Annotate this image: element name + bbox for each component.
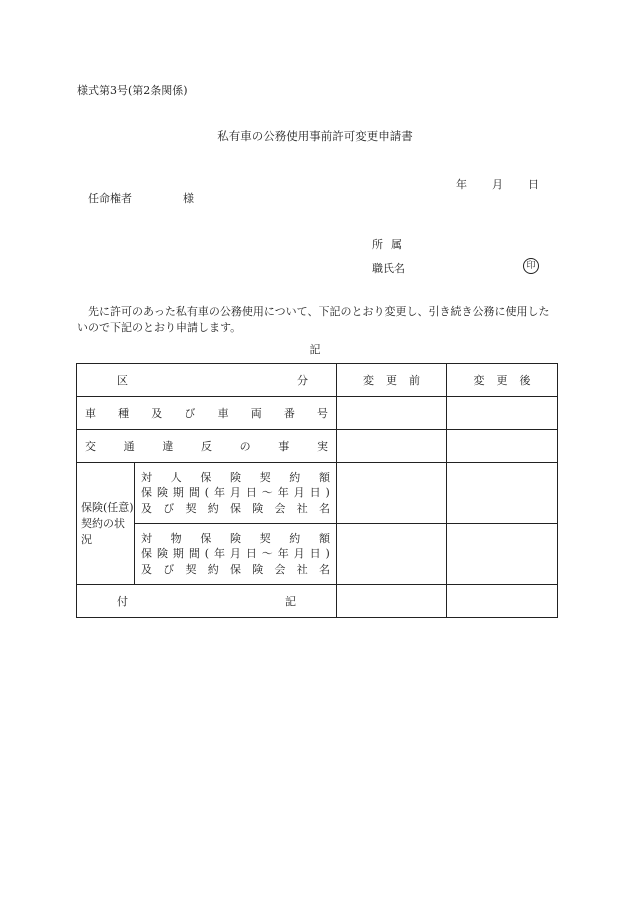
insurance-row-1 (77, 463, 558, 524)
insurance-row-2 (77, 524, 558, 585)
notes-label-cell (77, 585, 337, 618)
char: 保 (200, 531, 212, 545)
violation-row (77, 430, 558, 463)
insurance-person-label-cell (135, 463, 337, 524)
header-after-char: 後 (519, 374, 531, 387)
char: 険 (229, 470, 241, 484)
violation-label-char: 実 (316, 440, 328, 453)
vehicle-row (77, 397, 558, 430)
char: 約 (289, 531, 301, 545)
notes-after-input[interactable] (447, 585, 558, 618)
char: 間 (188, 547, 200, 561)
char: 期 (172, 547, 184, 561)
vehicle-before-input[interactable] (337, 397, 447, 430)
insurance-line (141, 485, 330, 501)
char: 険 (156, 486, 168, 500)
char: 保 (230, 562, 241, 576)
insurance-line (141, 501, 330, 517)
char: 対 (141, 470, 152, 484)
insurance-property-label-cell (135, 524, 337, 585)
violation-after-input[interactable] (447, 430, 558, 463)
char: 額 (318, 470, 330, 484)
char: 対 (141, 531, 152, 545)
affiliation-label: 所属 (372, 238, 410, 251)
insurance-line (141, 531, 330, 547)
violation-label-char: 違 (162, 440, 174, 453)
char: 日 (245, 486, 257, 500)
char: 保 (200, 470, 212, 484)
char: 会 (274, 501, 286, 515)
header-row (77, 364, 558, 397)
insurance-line (141, 546, 330, 562)
char: 月 (229, 547, 241, 561)
char: 契 (185, 562, 197, 576)
char: 月 (293, 547, 305, 561)
header-category-char-1: 区 (117, 374, 128, 387)
char: 人 (170, 470, 182, 484)
char: 間 (188, 486, 200, 500)
date-year-label: 年 (456, 178, 467, 191)
form-number-label: 様式第3号(第2条関係) (77, 84, 188, 97)
char: 契 (185, 501, 197, 515)
name-title-label: 職氏名 (372, 262, 405, 275)
violation-label-cell (77, 430, 337, 463)
header-before-char: 変 (363, 374, 374, 387)
char: 年 (213, 486, 225, 500)
insurance-label-cell (77, 463, 135, 585)
insurance-person-after-input[interactable] (447, 463, 558, 524)
char: 約 (207, 501, 219, 515)
char: 契 (259, 531, 271, 545)
char: 及 (141, 562, 152, 576)
application-statement: 先に許可のあった私有車の公務使用について、下記のとおり変更し、引き続き公務に使用したいので下記のとおり申請します。 (77, 305, 550, 334)
vehicle-label-char: び (184, 407, 196, 420)
char: 約 (289, 470, 301, 484)
violation-label-char: 通 (123, 440, 135, 453)
char: 社 (296, 501, 308, 515)
char: 期 (172, 486, 184, 500)
char: ( (204, 486, 210, 500)
insurance-line (141, 562, 330, 578)
char: 保 (230, 501, 241, 515)
char: 会 (274, 562, 286, 576)
vehicle-label-char: 号 (316, 407, 328, 420)
char: 及 (141, 501, 152, 515)
char: ) (325, 486, 330, 500)
insurance-line (141, 470, 330, 486)
addressee-name: 任命権者 (88, 192, 132, 205)
violation-label-char: 事 (278, 440, 290, 453)
char: ～ (261, 486, 273, 500)
date-month-label: 月 (492, 178, 503, 191)
char: 物 (170, 531, 182, 545)
char: び (163, 501, 175, 515)
vehicle-after-input[interactable] (447, 397, 558, 430)
notes-before-input[interactable] (337, 585, 447, 618)
char: ) (325, 547, 330, 561)
notes-label-char-2: 記 (285, 595, 296, 608)
violation-label-char: 交 (85, 440, 96, 453)
char: 約 (207, 562, 219, 576)
vehicle-label-char: 車 (85, 407, 96, 420)
document-title: 私有車の公務使用事前許可変更申請書 (217, 129, 413, 143)
header-category-cell (77, 364, 337, 397)
header-before-char: 更 (386, 374, 397, 387)
char: 月 (229, 486, 241, 500)
vehicle-label-char: 車 (217, 407, 229, 420)
header-after-char: 変 (473, 374, 485, 387)
insurance-property-before-input[interactable] (337, 524, 447, 585)
char: 額 (318, 531, 330, 545)
insurance-label: 保険(任意)契約の状況 (81, 500, 134, 546)
vehicle-label-char: 両 (250, 407, 262, 420)
char: 社 (296, 562, 308, 576)
char: 日 (309, 486, 321, 500)
header-category-char-2: 分 (297, 374, 308, 387)
char: 年 (277, 547, 289, 561)
notes-label-char-1: 付 (117, 595, 128, 608)
date-day-label: 日 (528, 178, 539, 191)
addressee-honorific: 様 (183, 192, 194, 205)
char: 険 (229, 531, 241, 545)
header-before-char: 前 (409, 374, 420, 387)
char: び (163, 562, 175, 576)
char: 契 (259, 470, 271, 484)
vehicle-label-char: 番 (283, 407, 295, 420)
char: 日 (245, 547, 257, 561)
application-table (76, 363, 558, 618)
notes-row (77, 585, 558, 618)
char: ～ (261, 547, 273, 561)
violation-label-char: 反 (200, 440, 212, 453)
seal-mark: 印 (523, 258, 539, 274)
char: 険 (252, 501, 264, 515)
header-after-cell (447, 364, 558, 397)
char: 日 (309, 547, 321, 561)
char: 保 (141, 547, 152, 561)
ki-heading: 記 (309, 343, 321, 356)
insurance-person-before-input[interactable] (337, 463, 447, 524)
vehicle-label-char: 種 (118, 407, 130, 420)
violation-before-input[interactable] (337, 430, 447, 463)
char: 名 (319, 501, 330, 515)
char: 険 (252, 562, 264, 576)
char: 険 (156, 547, 168, 561)
violation-label-char: の (239, 440, 251, 453)
char: 名 (319, 562, 330, 576)
insurance-property-after-input[interactable] (447, 524, 558, 585)
char: 月 (293, 486, 305, 500)
header-before-cell (337, 364, 447, 397)
header-after-char: 更 (496, 374, 508, 387)
char: 保 (141, 486, 152, 500)
vehicle-label-cell (77, 397, 337, 430)
char: 年 (213, 547, 225, 561)
char: 年 (277, 486, 289, 500)
vehicle-label-char: 及 (151, 407, 163, 420)
char: ( (204, 547, 210, 561)
